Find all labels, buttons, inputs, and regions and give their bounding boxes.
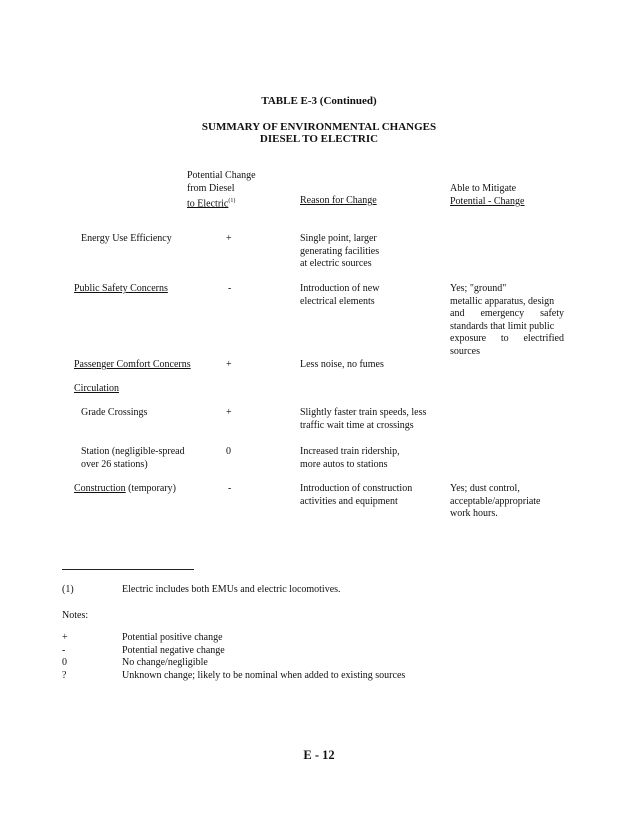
row-public-safety-change: -	[228, 283, 232, 294]
row-grade-crossings-category: Grade Crossings	[81, 407, 148, 418]
footnote-ref: (1)	[228, 198, 236, 204]
row-grade-crossings-reason	[300, 407, 426, 432]
mitigate-line: metallic apparatus, design	[450, 295, 555, 307]
mitigate-line: acceptable/appropriate	[450, 495, 541, 507]
header-potential-change	[187, 170, 256, 211]
mitigate-line: Yes; "ground"	[450, 283, 507, 294]
mitigate-line: and emergency safety	[450, 308, 564, 319]
row-circulation-category: Circulation	[74, 383, 119, 394]
row-station-change: 0	[226, 446, 231, 457]
row-passenger-comfort-change: +	[226, 359, 232, 370]
row-passenger-comfort-category: Passenger Comfort Concerns	[74, 359, 191, 370]
summary-title-line-1: SUMMARY OF ENVIRONMENTAL CHANGES	[201, 121, 437, 133]
category-line: Station (negligible-spread	[81, 446, 185, 457]
reason-line: activities and equipment	[300, 495, 398, 507]
header-mitigate-line-1: Able to Mitigate	[450, 183, 517, 194]
note-text: No change/negligible	[122, 657, 208, 668]
summary-title-line-2: DIESEL TO ELECTRIC	[259, 133, 379, 145]
row-grade-crossings-change: +	[226, 407, 232, 418]
reason-line: Slightly faster train speeds, less	[300, 407, 427, 418]
mitigate-line: standards that limit public	[450, 320, 555, 332]
row-station-category	[81, 446, 185, 471]
note-text: Potential negative change	[122, 644, 225, 656]
notes-texts	[122, 632, 405, 682]
reason-line: more autos to stations	[300, 458, 388, 470]
header-potential-change-line-2: from Diesel	[187, 182, 235, 194]
row-construction-reason	[300, 483, 412, 508]
mitigate-line: Yes; dust control,	[450, 483, 520, 494]
note-text: Unknown change; likely to be nominal when added to existing sources	[122, 669, 406, 681]
row-energy-category: Energy Use Efficiency	[81, 233, 172, 244]
note-symbol: 0	[62, 657, 67, 668]
header-potential-change-line-3	[187, 195, 256, 211]
reason-line: at electric sources	[300, 258, 372, 269]
category-line: over 26 stations)	[81, 458, 148, 470]
footnote-mark: (1)	[62, 584, 74, 595]
row-construction-mitigate	[450, 483, 564, 521]
note-symbol: +	[62, 632, 68, 643]
row-public-safety-reason	[300, 283, 379, 308]
reason-line: Increased train ridership,	[300, 446, 400, 457]
row-construction-category	[74, 483, 176, 494]
reason-line: Single point, larger	[300, 233, 377, 244]
notes-symbols	[62, 632, 68, 682]
note-text: Potential positive change	[122, 632, 223, 643]
category-underlined: Construction	[74, 483, 126, 494]
reason-line: traffic wait time at crossings	[300, 419, 414, 431]
footnote-divider	[62, 569, 194, 570]
footnote-text: Electric includes both EMUs and electric locomotives.	[122, 584, 341, 595]
row-energy-reason	[300, 233, 379, 271]
header-potential-change-line-1: Potential Change	[187, 170, 256, 181]
reason-line: generating facilities	[300, 245, 380, 257]
header-mitigate-line-2: Potential - Change	[450, 195, 525, 207]
note-symbol: ?	[62, 669, 67, 681]
category-suffix: (temporary)	[125, 483, 176, 494]
reason-line: electrical elements	[300, 295, 375, 307]
row-construction-change: -	[228, 483, 232, 494]
notes-label: Notes:	[62, 610, 89, 621]
mitigate-line: work hours.	[450, 508, 498, 519]
row-passenger-comfort-reason: Less noise, no fumes	[300, 359, 384, 370]
reason-line: Introduction of construction	[300, 483, 413, 494]
header-mitigate	[450, 183, 524, 208]
header-potential-change-underlined: to Electric	[187, 198, 229, 210]
page-number: E - 12	[303, 748, 335, 762]
row-public-safety-mitigate	[450, 283, 564, 358]
table-title: TABLE E-3 (Continued)	[261, 95, 377, 107]
row-public-safety-category: Public Safety Concerns	[74, 283, 168, 294]
row-station-reason	[300, 446, 400, 471]
mitigate-line: sources	[450, 345, 480, 357]
header-reason: Reason for Change	[300, 195, 377, 206]
mitigate-line: exposure to electrified	[450, 333, 564, 344]
row-energy-change: +	[226, 233, 232, 244]
reason-line: Introduction of new	[300, 283, 380, 294]
note-symbol: -	[62, 644, 66, 656]
